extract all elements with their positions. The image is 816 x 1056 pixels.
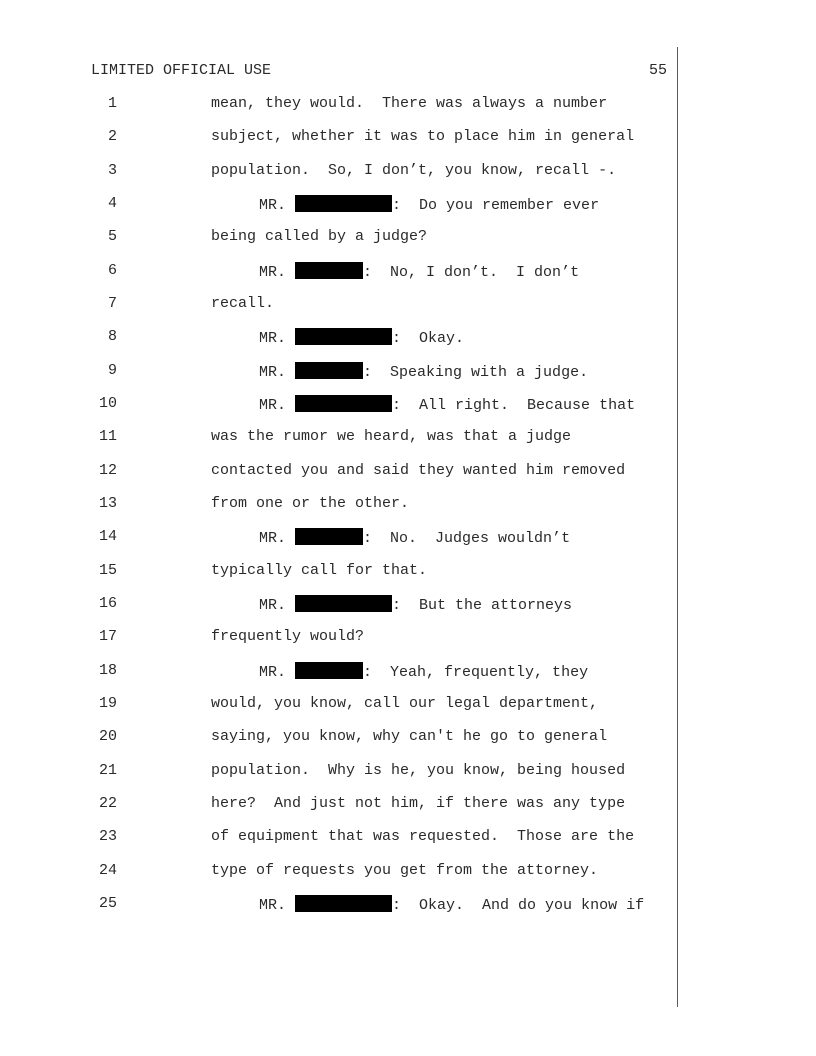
line-number: 8 — [107, 328, 117, 345]
speaker-title: MR. — [259, 597, 287, 614]
line-text: recall. — [211, 295, 275, 312]
line-number: 18 — [98, 662, 117, 679]
line-number: 25 — [98, 895, 117, 912]
line-number: 12 — [98, 462, 117, 479]
transcript-line — [0, 495, 677, 519]
transcript-line — [0, 862, 677, 886]
transcript-line — [0, 195, 677, 219]
line-number: 19 — [98, 695, 117, 712]
speaker-title: MR. — [259, 397, 287, 414]
line-number: 10 — [98, 395, 117, 412]
transcript-line — [0, 728, 677, 752]
line-text: frequently would? — [211, 628, 365, 645]
line-text: population. So, I don’t, you know, recall -. — [211, 162, 617, 179]
speaker-line — [259, 395, 635, 414]
line-number: 6 — [107, 262, 117, 279]
transcript-line — [0, 262, 677, 286]
transcript-line — [0, 95, 677, 119]
redaction-box — [295, 395, 392, 412]
redaction-box — [295, 528, 363, 545]
line-text: : Yeah, frequently, they — [363, 664, 589, 681]
transcript-line — [0, 662, 677, 686]
line-text: saying, you know, why can't he go to general — [211, 728, 608, 745]
speaker-line — [259, 662, 588, 681]
redaction-box — [295, 595, 392, 612]
line-number: 16 — [98, 595, 117, 612]
speaker-line — [259, 528, 570, 547]
speaker-line — [259, 895, 644, 914]
transcript-line — [0, 162, 677, 186]
line-number: 1 — [107, 95, 117, 112]
line-number: 17 — [98, 628, 117, 645]
speaker-title: MR. — [259, 530, 287, 547]
page-number: 55 — [648, 62, 667, 79]
transcript-line — [0, 128, 677, 152]
redaction-box — [295, 895, 392, 912]
line-number: 14 — [98, 528, 117, 545]
line-text: from one or the other. — [211, 495, 410, 512]
line-text: was the rumor we heard, was that a judge — [211, 428, 572, 445]
line-text: mean, they would. There was always a number — [211, 95, 608, 112]
redaction-box — [295, 328, 392, 345]
transcript-line — [0, 828, 677, 852]
line-text: : But the attorneys — [392, 597, 573, 614]
line-text: : No, I don’t. I don’t — [363, 264, 580, 281]
line-number: 15 — [98, 562, 117, 579]
transcript-line — [0, 595, 677, 619]
speaker-title: MR. — [259, 364, 287, 381]
line-text: : Okay. — [392, 330, 465, 347]
line-number: 9 — [107, 362, 117, 379]
speaker-title: MR. — [259, 264, 287, 281]
transcript-line — [0, 528, 677, 552]
speaker-line — [259, 262, 579, 281]
transcript-line — [0, 895, 677, 919]
line-number: 11 — [98, 428, 117, 445]
speaker-line — [259, 195, 599, 214]
redaction-box — [295, 662, 363, 679]
speaker-line — [259, 328, 464, 347]
line-text: : Speaking with a judge. — [363, 364, 589, 381]
transcript-line — [0, 295, 677, 319]
line-text: would, you know, call our legal department, — [211, 695, 599, 712]
transcript-line — [0, 395, 677, 419]
line-text: : No. Judges wouldn’t — [363, 530, 571, 547]
transcript-line — [0, 562, 677, 586]
line-number: 20 — [98, 728, 117, 745]
transcript-line — [0, 362, 677, 386]
line-text: : Okay. And do you know if — [392, 897, 645, 914]
line-text: here? And just not him, if there was any type — [211, 795, 626, 812]
line-number: 13 — [98, 495, 117, 512]
line-text: of equipment that was requested. Those are the — [211, 828, 635, 845]
line-text: type of requests you get from the attorney. — [211, 862, 599, 879]
redaction-box — [295, 195, 392, 212]
transcript-line — [0, 695, 677, 719]
speaker-line — [259, 362, 588, 381]
line-text: being called by a judge? — [211, 228, 428, 245]
speaker-title: MR. — [259, 664, 287, 681]
line-number: 3 — [107, 162, 117, 179]
transcript-line — [0, 795, 677, 819]
line-number: 23 — [98, 828, 117, 845]
transcript-line — [0, 228, 677, 252]
line-text: subject, whether it was to place him in general — [211, 128, 635, 145]
line-number: 21 — [98, 762, 117, 779]
line-text: population. Why is he, you know, being housed — [211, 762, 626, 779]
line-text: : Do you remember ever — [392, 197, 600, 214]
line-number: 22 — [98, 795, 117, 812]
speaker-line — [259, 595, 572, 614]
transcript-line — [0, 628, 677, 652]
transcript-line — [0, 428, 677, 452]
redaction-box — [295, 262, 363, 279]
transcript-line — [0, 762, 677, 786]
transcript-line — [0, 328, 677, 352]
line-number: 5 — [107, 228, 117, 245]
speaker-title: MR. — [259, 897, 287, 914]
redaction-box — [295, 362, 363, 379]
transcript-line — [0, 462, 677, 486]
line-text: contacted you and said they wanted him removed — [211, 462, 626, 479]
line-number: 2 — [107, 128, 117, 145]
line-number: 7 — [107, 295, 117, 312]
classification-header: LIMITED OFFICIAL USE — [91, 62, 272, 79]
line-text: typically call for that. — [211, 562, 428, 579]
line-number: 24 — [98, 862, 117, 879]
line-text: : All right. Because that — [392, 397, 636, 414]
speaker-title: MR. — [259, 330, 287, 347]
speaker-title: MR. — [259, 197, 287, 214]
right-margin-rule — [677, 47, 678, 1007]
line-number: 4 — [107, 195, 117, 212]
